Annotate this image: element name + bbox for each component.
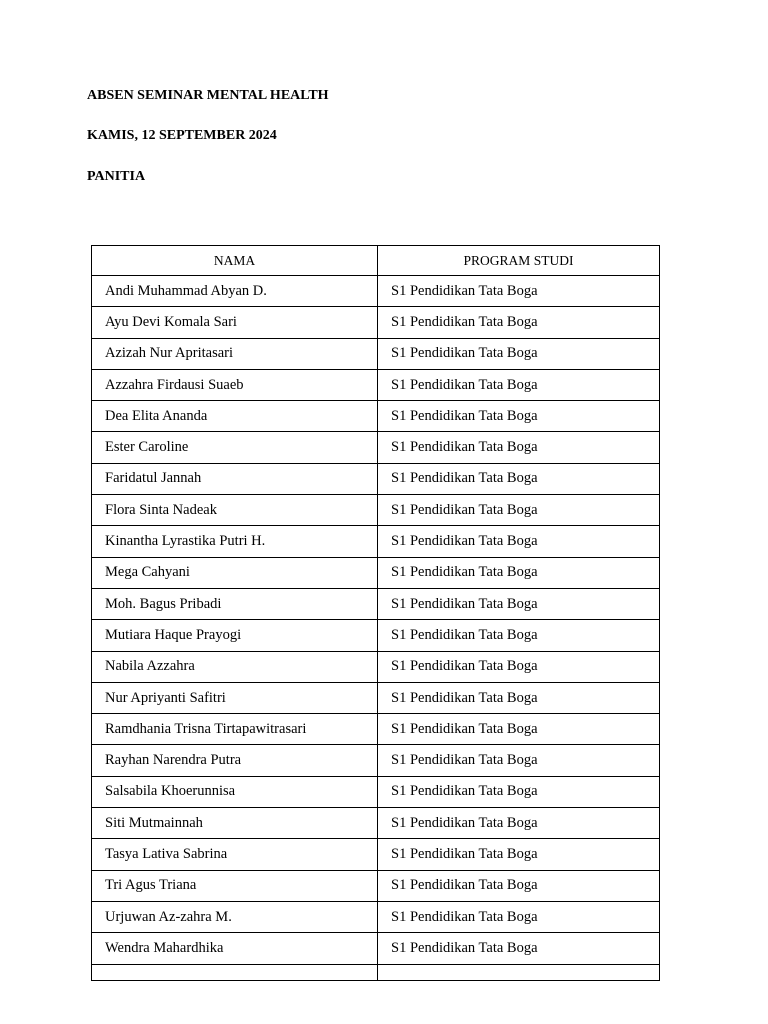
table-row bbox=[92, 839, 660, 870]
cell-program-studi: S1 Pendidikan Tata Boga bbox=[378, 307, 660, 338]
cell-nama: Mega Cahyani bbox=[92, 557, 378, 588]
cell-nama: Salsabila Khoerunnisa bbox=[92, 776, 378, 807]
cell-nama: Azzahra Firdausi Suaeb bbox=[92, 369, 378, 400]
table-row bbox=[92, 651, 660, 682]
cell-nama: Flora Sinta Nadeak bbox=[92, 495, 378, 526]
table-row bbox=[92, 401, 660, 432]
cell-program-studi: S1 Pendidikan Tata Boga bbox=[378, 338, 660, 369]
table-row bbox=[92, 901, 660, 932]
cell-nama: Andi Muhammad Abyan D. bbox=[92, 276, 378, 307]
cell-nama: Ayu Devi Komala Sari bbox=[92, 307, 378, 338]
cell-program-studi: S1 Pendidikan Tata Boga bbox=[378, 714, 660, 745]
table-row bbox=[92, 745, 660, 776]
cell-program-studi: S1 Pendidikan Tata Boga bbox=[378, 682, 660, 713]
cell-program-studi: S1 Pendidikan Tata Boga bbox=[378, 839, 660, 870]
cell-program-studi: S1 Pendidikan Tata Boga bbox=[378, 901, 660, 932]
cell-nama: Dea Elita Ananda bbox=[92, 401, 378, 432]
cell-nama: Faridatul Jannah bbox=[92, 463, 378, 494]
table-row bbox=[92, 307, 660, 338]
cell-program-studi: S1 Pendidikan Tata Boga bbox=[378, 401, 660, 432]
cell-program-studi: S1 Pendidikan Tata Boga bbox=[378, 933, 660, 964]
cell-nama: Ester Caroline bbox=[92, 432, 378, 463]
cell-nama: Tri Agus Triana bbox=[92, 870, 378, 901]
header-row bbox=[92, 246, 660, 276]
table-row bbox=[92, 776, 660, 807]
table-row bbox=[92, 557, 660, 588]
cell-nama: Ramdhania Trisna Tirtapawitrasari bbox=[92, 714, 378, 745]
cell-nama bbox=[92, 964, 378, 980]
table-row bbox=[92, 933, 660, 964]
cell-nama: Mutiara Haque Prayogi bbox=[92, 620, 378, 651]
table-row bbox=[92, 276, 660, 307]
cell-program-studi: S1 Pendidikan Tata Boga bbox=[378, 432, 660, 463]
cell-program-studi: S1 Pendidikan Tata Boga bbox=[378, 369, 660, 400]
header-program-studi: PROGRAM STUDI bbox=[378, 246, 660, 276]
cell-program-studi: S1 Pendidikan Tata Boga bbox=[378, 276, 660, 307]
table-row bbox=[92, 870, 660, 901]
cell-program-studi bbox=[378, 964, 660, 980]
cell-program-studi: S1 Pendidikan Tata Boga bbox=[378, 526, 660, 557]
cell-nama: Moh. Bagus Pribadi bbox=[92, 588, 378, 619]
header-nama: NAMA bbox=[92, 246, 378, 276]
cell-program-studi: S1 Pendidikan Tata Boga bbox=[378, 808, 660, 839]
cell-nama: Azizah Nur Apritasari bbox=[92, 338, 378, 369]
table-row bbox=[92, 338, 660, 369]
attendance-table bbox=[91, 245, 660, 981]
document-title: ABSEN SEMINAR MENTAL HEALTH bbox=[87, 88, 329, 103]
section-label: PANITIA bbox=[87, 169, 146, 184]
cell-nama: Wendra Mahardhika bbox=[92, 933, 378, 964]
table-row bbox=[92, 463, 660, 494]
table-header bbox=[92, 246, 660, 276]
cell-program-studi: S1 Pendidikan Tata Boga bbox=[378, 651, 660, 682]
event-date: KAMIS, 12 SEPTEMBER 2024 bbox=[87, 128, 277, 143]
cell-program-studi: S1 Pendidikan Tata Boga bbox=[378, 620, 660, 651]
cell-program-studi: S1 Pendidikan Tata Boga bbox=[378, 557, 660, 588]
cell-nama: Siti Mutmainnah bbox=[92, 808, 378, 839]
table-row bbox=[92, 964, 660, 980]
table-row bbox=[92, 682, 660, 713]
cell-nama: Urjuwan Az-zahra M. bbox=[92, 901, 378, 932]
table-row bbox=[92, 526, 660, 557]
table-row bbox=[92, 588, 660, 619]
cell-program-studi: S1 Pendidikan Tata Boga bbox=[378, 776, 660, 807]
cell-nama: Tasya Lativa Sabrina bbox=[92, 839, 378, 870]
table-row bbox=[92, 714, 660, 745]
table-row bbox=[92, 495, 660, 526]
table-row bbox=[92, 432, 660, 463]
cell-nama: Rayhan Narendra Putra bbox=[92, 745, 378, 776]
cell-nama: Nabila Azzahra bbox=[92, 651, 378, 682]
cell-program-studi: S1 Pendidikan Tata Boga bbox=[378, 495, 660, 526]
table-body bbox=[92, 276, 660, 981]
table-row bbox=[92, 620, 660, 651]
cell-program-studi: S1 Pendidikan Tata Boga bbox=[378, 588, 660, 619]
table-row bbox=[92, 808, 660, 839]
cell-program-studi: S1 Pendidikan Tata Boga bbox=[378, 463, 660, 494]
cell-nama: Kinantha Lyrastika Putri H. bbox=[92, 526, 378, 557]
table-row bbox=[92, 369, 660, 400]
cell-nama: Nur Apriyanti Safitri bbox=[92, 682, 378, 713]
cell-program-studi: S1 Pendidikan Tata Boga bbox=[378, 745, 660, 776]
cell-program-studi: S1 Pendidikan Tata Boga bbox=[378, 870, 660, 901]
